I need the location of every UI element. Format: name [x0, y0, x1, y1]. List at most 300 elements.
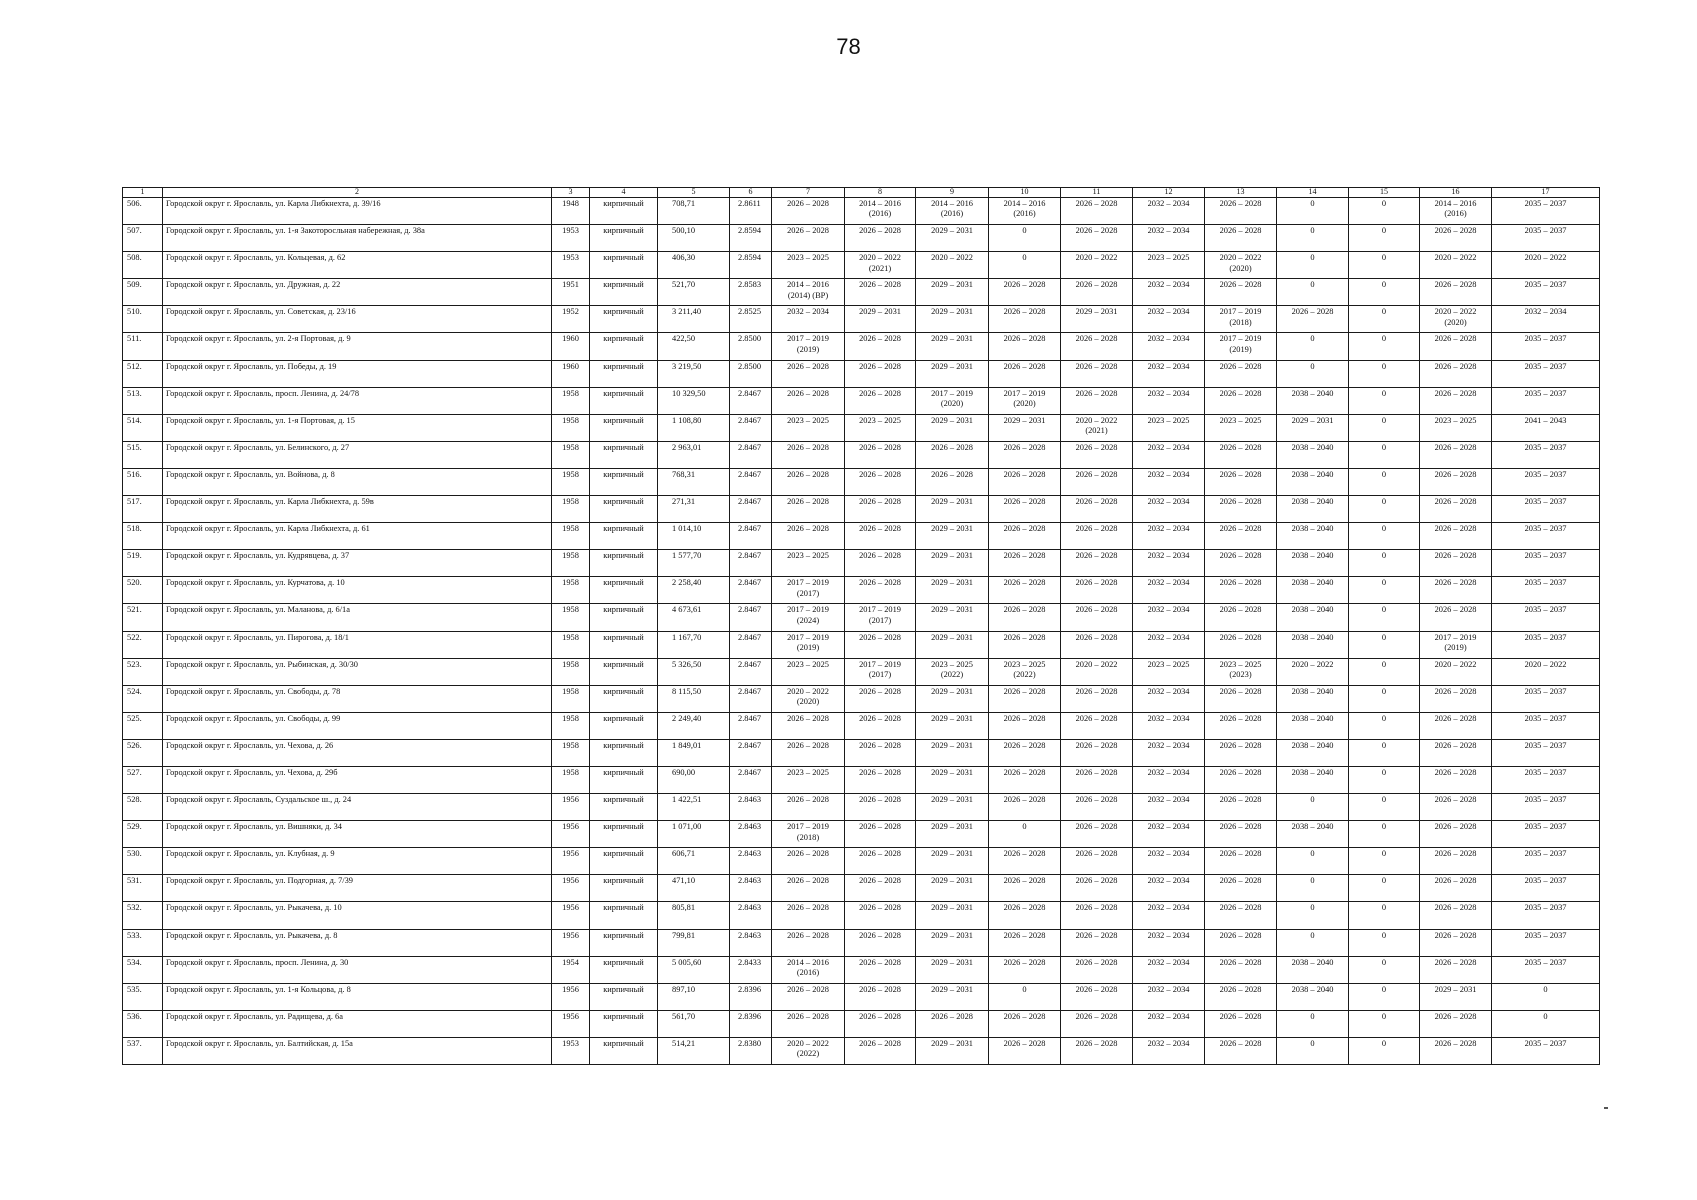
cell-row-number: 518. [123, 523, 163, 550]
cell-coefficient: 2.8463 [730, 902, 772, 929]
cell-period-col-12: 2032 – 2034 [1133, 902, 1205, 929]
table-row [123, 225, 1600, 252]
cell-period-col-12: 2032 – 2034 [1133, 685, 1205, 712]
cell-period-col-9: 2026 – 2028 [916, 468, 989, 495]
cell-period-col-7: 2023 – 2025 [772, 658, 845, 685]
cell-period-col-8: 2026 – 2028 [845, 225, 916, 252]
cell-planned-year: (2021) [1085, 426, 1108, 436]
cell-period-col-14: 2038 – 2040 [1277, 766, 1349, 793]
cell-wall-material: кирпичный [590, 414, 658, 441]
cell-row-number: 527. [123, 766, 163, 793]
cell-area: 3 219,50 [658, 360, 730, 387]
cell-period-col-9: 2029 – 2031 [916, 550, 989, 577]
cell-coefficient: 2.8467 [730, 550, 772, 577]
cell-period: 2014 – 2016 [931, 199, 973, 208]
cell-period-col-14: 0 [1277, 360, 1349, 387]
cell-period-col-11: 2026 – 2028 [1061, 766, 1133, 793]
cell-wall-material: кирпичный [590, 902, 658, 929]
cell-year-built: 1956 [552, 929, 590, 956]
table-row [123, 1010, 1600, 1037]
cell-year-built: 1960 [552, 333, 590, 360]
cell-year-built: 1956 [552, 794, 590, 821]
cell-period-col-8 [845, 604, 916, 631]
cell-period-col-14: 0 [1277, 252, 1349, 279]
cell-wall-material: кирпичный [590, 577, 658, 604]
cell-period-col-11: 2026 – 2028 [1061, 577, 1133, 604]
cell-wall-material: кирпичный [590, 333, 658, 360]
cell-period-col-11: 2026 – 2028 [1061, 875, 1133, 902]
cell-row-number: 511. [123, 333, 163, 360]
cell-area: 271,31 [658, 496, 730, 523]
cell-row-number: 515. [123, 441, 163, 468]
cell-coefficient: 2.8467 [730, 414, 772, 441]
cell-period-col-11: 2026 – 2028 [1061, 929, 1133, 956]
cell-address: Городской округ г. Ярославль, ул. Радищева, д. 6а [163, 1010, 552, 1037]
cell-period-col-14: 2038 – 2040 [1277, 550, 1349, 577]
cell-period-col-16: 2026 – 2028 [1420, 902, 1492, 929]
cell-period: 2017 – 2019 [787, 334, 829, 344]
cell-period-col-7: 2026 – 2028 [772, 523, 845, 550]
cell-period-col-14: 2038 – 2040 [1277, 956, 1349, 983]
cell-wall-material: кирпичный [590, 496, 658, 523]
cell-area: 690,00 [658, 766, 730, 793]
cell-period-col-17: 2035 – 2037 [1492, 794, 1600, 821]
table-row [123, 821, 1600, 848]
cell-period-col-8: 2026 – 2028 [845, 821, 916, 848]
cell-year-built: 1958 [552, 631, 590, 658]
cell-period-col-7: 2026 – 2028 [772, 794, 845, 821]
cell-wall-material: кирпичный [590, 685, 658, 712]
cell-year-built: 1956 [552, 1010, 590, 1037]
cell-wall-material: кирпичный [590, 198, 658, 225]
cell-coefficient: 2.8594 [730, 252, 772, 279]
cell-period-col-12: 2032 – 2034 [1133, 198, 1205, 225]
cell-planned-year: (2019) [796, 344, 820, 354]
cell-period: 2017 – 2019 [787, 605, 829, 615]
cell-wall-material: кирпичный [590, 550, 658, 577]
cell-period-col-9: 2029 – 2031 [916, 766, 989, 793]
cell-period-col-8: 2026 – 2028 [845, 902, 916, 929]
cell-period-col-7: 2026 – 2028 [772, 983, 845, 1010]
cell-coefficient: 2.8467 [730, 685, 772, 712]
column-number-16: 16 [1420, 188, 1492, 198]
cell-period-col-10: 2026 – 2028 [989, 1037, 1061, 1064]
cell-wall-material: кирпичный [590, 1037, 658, 1064]
cell-area: 5 326,50 [658, 658, 730, 685]
cell-period-col-11: 2026 – 2028 [1061, 739, 1133, 766]
cell-address: Городской округ г. Ярославль, ул. Войнова, д. 8 [163, 468, 552, 495]
cell-period-col-15: 0 [1349, 360, 1420, 387]
cell-period-col-10: 2026 – 2028 [989, 712, 1061, 739]
cell-period-col-17: 2035 – 2037 [1492, 848, 1600, 875]
cell-period-col-15: 0 [1349, 685, 1420, 712]
cell-period-col-14: 0 [1277, 1037, 1349, 1064]
cell-wall-material: кирпичный [590, 387, 658, 414]
cell-period-col-15: 0 [1349, 414, 1420, 441]
cell-row-number: 529. [123, 821, 163, 848]
cell-period-col-10: 2026 – 2028 [989, 875, 1061, 902]
cell-period-col-7 [772, 956, 845, 983]
cell-period-col-13: 2026 – 2028 [1205, 902, 1277, 929]
cell-period-col-12: 2032 – 2034 [1133, 1010, 1205, 1037]
cell-period-col-12: 2032 – 2034 [1133, 956, 1205, 983]
cell-period-col-17: 2035 – 2037 [1492, 468, 1600, 495]
cell-period-col-15: 0 [1349, 496, 1420, 523]
cell-period-col-12: 2032 – 2034 [1133, 875, 1205, 902]
cell-row-number: 517. [123, 496, 163, 523]
cell-period-col-8: 2026 – 2028 [845, 523, 916, 550]
cell-period-col-9: 2029 – 2031 [916, 821, 989, 848]
cell-period-col-15: 0 [1349, 198, 1420, 225]
cell-period-col-10: 2026 – 2028 [989, 956, 1061, 983]
cell-year-built: 1953 [552, 225, 590, 252]
cell-coefficient: 2.8467 [730, 631, 772, 658]
cell-row-number: 514. [123, 414, 163, 441]
cell-period-col-12: 2032 – 2034 [1133, 739, 1205, 766]
cell-period-col-15: 0 [1349, 712, 1420, 739]
cell-period-col-14: 2038 – 2040 [1277, 685, 1349, 712]
column-number-13: 13 [1205, 188, 1277, 198]
cell-period-col-15: 0 [1349, 468, 1420, 495]
cell-period-col-13: 2026 – 2028 [1205, 712, 1277, 739]
cell-area: 2 258,40 [658, 577, 730, 604]
cell-period: 2014 – 2016 [1003, 199, 1046, 208]
cell-period-col-10: 2026 – 2028 [989, 902, 1061, 929]
cell-period-col-8: 2026 – 2028 [845, 631, 916, 658]
cell-row-number: 532. [123, 902, 163, 929]
cell-wall-material: кирпичный [590, 875, 658, 902]
cell-period-col-16: 2026 – 2028 [1420, 685, 1492, 712]
cell-period-col-13: 2026 – 2028 [1205, 225, 1277, 252]
cell-period-col-13: 2026 – 2028 [1205, 875, 1277, 902]
cell-period-col-15: 0 [1349, 333, 1420, 360]
cell-planned-year: (2019) [796, 642, 820, 652]
cell-period-col-7: 2026 – 2028 [772, 739, 845, 766]
cell-area: 799,81 [658, 929, 730, 956]
cell-area: 1 108,80 [658, 414, 730, 441]
cell-period-col-17: 2035 – 2037 [1492, 387, 1600, 414]
cell-address: Городской округ г. Ярославль, ул. Чехова, д. 29б [163, 766, 552, 793]
cell-period-col-15: 0 [1349, 306, 1420, 333]
cell-period-col-7: 2026 – 2028 [772, 875, 845, 902]
cell-period-col-8: 2026 – 2028 [845, 577, 916, 604]
cell-wall-material: кирпичный [590, 739, 658, 766]
cell-year-built: 1960 [552, 360, 590, 387]
column-number-3: 3 [552, 188, 590, 198]
cell-period-col-17: 2035 – 2037 [1492, 577, 1600, 604]
cell-wall-material: кирпичный [590, 766, 658, 793]
cell-area: 521,70 [658, 279, 730, 306]
cell-coefficient: 2.8467 [730, 712, 772, 739]
cell-area: 471,10 [658, 875, 730, 902]
cell-period-col-14: 0 [1277, 848, 1349, 875]
table-row [123, 414, 1600, 441]
cell-period: 2020 – 2022 [1075, 415, 1118, 425]
cell-row-number: 519. [123, 550, 163, 577]
cell-year-built: 1958 [552, 441, 590, 468]
cell-address: Городской округ г. Ярославль, ул. Дружная, д. 22 [163, 279, 552, 306]
cell-period-col-13: 2026 – 2028 [1205, 279, 1277, 306]
cell-period-col-9: 2020 – 2022 [916, 252, 989, 279]
cell-period-col-9: 2029 – 2031 [916, 333, 989, 360]
cell-period-col-16: 2026 – 2028 [1420, 848, 1492, 875]
cell-period-col-11: 2026 – 2028 [1061, 794, 1133, 821]
table-row [123, 794, 1600, 821]
cell-period-col-10: 2026 – 2028 [989, 848, 1061, 875]
cell-period-col-11: 2026 – 2028 [1061, 1010, 1133, 1037]
cell-coefficient: 2.8467 [730, 441, 772, 468]
cell-period-col-12: 2032 – 2034 [1133, 333, 1205, 360]
table-row [123, 441, 1600, 468]
cell-period-col-7 [772, 279, 845, 306]
cell-period-col-10: 2026 – 2028 [989, 333, 1061, 360]
cell-period-col-11: 2020 – 2022 [1061, 658, 1133, 685]
table-row [123, 712, 1600, 739]
cell-period-col-10: 0 [989, 983, 1061, 1010]
table-row [123, 902, 1600, 929]
cell-period: 2014 – 2016 [787, 957, 829, 967]
cell-area: 4 673,61 [658, 604, 730, 631]
cell-period-col-10: 2026 – 2028 [989, 1010, 1061, 1037]
cell-address: Городской округ г. Ярославль, ул. Белинского, д. 27 [163, 441, 552, 468]
table-row [123, 360, 1600, 387]
cell-period-col-15: 0 [1349, 604, 1420, 631]
cell-coefficient: 2.8467 [730, 577, 772, 604]
cell-period-col-10 [989, 198, 1061, 225]
cell-period-col-11: 2026 – 2028 [1061, 441, 1133, 468]
cell-period-col-9: 2029 – 2031 [916, 875, 989, 902]
cell-planned-year: (2017) [796, 588, 820, 598]
cell-period: 2017 – 2019 [1434, 632, 1477, 642]
cell-period: 2017 – 2019 [787, 822, 829, 832]
cell-year-built: 1958 [552, 739, 590, 766]
cell-period-col-16: 2026 – 2028 [1420, 333, 1492, 360]
table-row [123, 739, 1600, 766]
cell-row-number: 525. [123, 712, 163, 739]
cell-period-col-16 [1420, 631, 1492, 658]
table-row [123, 198, 1600, 225]
cell-planned-year: (2020) [796, 697, 820, 707]
cell-planned-year: (2018) [1229, 317, 1252, 327]
cell-year-built: 1956 [552, 821, 590, 848]
cell-period-col-14: 0 [1277, 902, 1349, 929]
cell-period-col-16: 2020 – 2022 [1420, 658, 1492, 685]
cell-row-number: 520. [123, 577, 163, 604]
cell-period-col-17: 2035 – 2037 [1492, 875, 1600, 902]
cell-coefficient: 2.8433 [730, 956, 772, 983]
cell-period-col-12: 2032 – 2034 [1133, 468, 1205, 495]
cell-year-built: 1958 [552, 658, 590, 685]
cell-period-col-14: 2026 – 2028 [1277, 306, 1349, 333]
table-row [123, 496, 1600, 523]
cell-coefficient: 2.8525 [730, 306, 772, 333]
page-number: 78 [836, 34, 861, 59]
cell-area: 1 422,51 [658, 794, 730, 821]
cell-area: 1 071,00 [658, 821, 730, 848]
table-row [123, 523, 1600, 550]
cell-period-col-14: 2038 – 2040 [1277, 821, 1349, 848]
cell-period-col-12: 2032 – 2034 [1133, 604, 1205, 631]
cell-period-col-8: 2023 – 2025 [845, 414, 916, 441]
cell-period-col-10: 2026 – 2028 [989, 766, 1061, 793]
cell-address: Городской округ г. Ярославль, ул. 1-я Портовая, д. 15 [163, 414, 552, 441]
cell-period-col-17: 2020 – 2022 [1492, 658, 1600, 685]
cell-year-built: 1951 [552, 279, 590, 306]
cell-period-col-13: 2026 – 2028 [1205, 794, 1277, 821]
column-number-4: 4 [590, 188, 658, 198]
cell-period-col-7 [772, 577, 845, 604]
cell-period: 2017 – 2019 [787, 632, 829, 642]
cell-period-col-7: 2026 – 2028 [772, 902, 845, 929]
cell-period-col-12: 2032 – 2034 [1133, 631, 1205, 658]
cell-planned-year: (2020) [1013, 399, 1036, 409]
column-number-17: 17 [1492, 188, 1600, 198]
cell-period-col-15: 0 [1349, 523, 1420, 550]
cell-period-col-8: 2029 – 2031 [845, 306, 916, 333]
cell-period-col-11: 2026 – 2028 [1061, 496, 1133, 523]
cell-planned-year: (2016) [1444, 209, 1467, 219]
cell-period-col-8: 2026 – 2028 [845, 360, 916, 387]
table-row [123, 252, 1600, 279]
cell-area: 561,70 [658, 1010, 730, 1037]
cell-period-col-10 [989, 658, 1061, 685]
cell-address: Городской округ г. Ярославль, ул. Кольцевая, д. 62 [163, 252, 552, 279]
cell-period-col-17: 2035 – 2037 [1492, 360, 1600, 387]
cell-coefficient: 2.8463 [730, 794, 772, 821]
cell-period-col-15: 0 [1349, 929, 1420, 956]
cell-wall-material: кирпичный [590, 441, 658, 468]
cell-period-col-9 [916, 658, 989, 685]
cell-planned-year: (2016) [940, 209, 964, 219]
cell-period-col-11: 2026 – 2028 [1061, 902, 1133, 929]
cell-address: Городской округ г. Ярославль, ул. Маланова, д. 6/1а [163, 604, 552, 631]
cell-period-col-9: 2029 – 2031 [916, 929, 989, 956]
cell-period-col-13: 2026 – 2028 [1205, 577, 1277, 604]
cell-period-col-8: 2026 – 2028 [845, 1010, 916, 1037]
cell-coefficient: 2.8611 [730, 198, 772, 225]
cell-period-col-17: 2035 – 2037 [1492, 225, 1600, 252]
cell-period-col-13: 2026 – 2028 [1205, 523, 1277, 550]
cell-period-col-9: 2029 – 2031 [916, 604, 989, 631]
cell-area: 606,71 [658, 848, 730, 875]
cell-area: 5 005,60 [658, 956, 730, 983]
cell-period: 2014 – 2016 [859, 199, 901, 208]
cell-period-col-16: 2026 – 2028 [1420, 360, 1492, 387]
cell-period: 2017 – 2019 [1219, 334, 1262, 344]
cell-address: Городской округ г. Ярославль, ул. Балтийская, д. 15а [163, 1037, 552, 1064]
cell-wall-material: кирпичный [590, 225, 658, 252]
cell-period-col-13: 2026 – 2028 [1205, 766, 1277, 793]
cell-period-col-14: 2038 – 2040 [1277, 496, 1349, 523]
cell-row-number: 533. [123, 929, 163, 956]
cell-period-col-8 [845, 252, 916, 279]
cell-period-col-16: 2026 – 2028 [1420, 441, 1492, 468]
cell-wall-material: кирпичный [590, 848, 658, 875]
cell-row-number: 524. [123, 685, 163, 712]
cell-period-col-14: 2020 – 2022 [1277, 658, 1349, 685]
cell-year-built: 1958 [552, 523, 590, 550]
cell-period-col-9: 2029 – 2031 [916, 360, 989, 387]
cell-period-col-14: 0 [1277, 875, 1349, 902]
cell-period-col-15: 0 [1349, 279, 1420, 306]
cell-period-col-8: 2026 – 2028 [845, 983, 916, 1010]
cell-area: 8 115,50 [658, 685, 730, 712]
cell-period-col-16: 2026 – 2028 [1420, 550, 1492, 577]
cell-period-col-9: 2029 – 2031 [916, 685, 989, 712]
cell-period-col-15: 0 [1349, 658, 1420, 685]
column-number-6: 6 [730, 188, 772, 198]
cell-period-col-14: 0 [1277, 1010, 1349, 1037]
cell-period-col-16: 2023 – 2025 [1420, 414, 1492, 441]
cell-address: Городской округ г. Ярославль, Суздальское ш., д. 24 [163, 794, 552, 821]
cell-period-col-16: 2026 – 2028 [1420, 875, 1492, 902]
cell-period-col-10: 2026 – 2028 [989, 794, 1061, 821]
cell-period-col-7 [772, 1037, 845, 1064]
cell-period-col-17: 2035 – 2037 [1492, 821, 1600, 848]
cell-period-col-12: 2032 – 2034 [1133, 441, 1205, 468]
cell-period-col-15: 0 [1349, 956, 1420, 983]
cell-period-col-9: 2029 – 2031 [916, 848, 989, 875]
cell-area: 1 014,10 [658, 523, 730, 550]
table-row [123, 279, 1600, 306]
cell-period: 2020 – 2022 [859, 253, 901, 263]
cell-period-col-14: 2038 – 2040 [1277, 739, 1349, 766]
cell-coefficient: 2.8594 [730, 225, 772, 252]
cell-period-col-12: 2032 – 2034 [1133, 279, 1205, 306]
cell-period-col-7: 2026 – 2028 [772, 929, 845, 956]
cell-row-number: 506. [123, 198, 163, 225]
cell-address: Городской округ г. Ярославль, ул. Подгорная, д. 7/39 [163, 875, 552, 902]
cell-period-col-10: 2026 – 2028 [989, 360, 1061, 387]
cell-year-built: 1952 [552, 306, 590, 333]
cell-planned-year: (2016) [868, 209, 892, 219]
cell-coefficient: 2.8583 [730, 279, 772, 306]
cell-year-built: 1948 [552, 198, 590, 225]
cell-area: 2 963,01 [658, 441, 730, 468]
cell-period-col-17: 2020 – 2022 [1492, 252, 1600, 279]
cell-year-built: 1956 [552, 983, 590, 1010]
cell-period-col-7 [772, 685, 845, 712]
cell-area: 2 249,40 [658, 712, 730, 739]
cell-address: Городской округ г. Ярославль, ул. Вишняки, д. 34 [163, 821, 552, 848]
cell-wall-material: кирпичный [590, 983, 658, 1010]
table-row [123, 333, 1600, 360]
cell-row-number: 512. [123, 360, 163, 387]
cell-area: 514,21 [658, 1037, 730, 1064]
cell-period-col-17: 2035 – 2037 [1492, 550, 1600, 577]
cell-period-col-17: 2035 – 2037 [1492, 496, 1600, 523]
table-row [123, 658, 1600, 685]
cell-period-col-17: 2035 – 2037 [1492, 333, 1600, 360]
cell-address: Городской округ г. Ярославль, просп. Ленина, д. 24/78 [163, 387, 552, 414]
cell-area: 3 211,40 [658, 306, 730, 333]
cell-wall-material: кирпичный [590, 956, 658, 983]
column-number-row [123, 188, 1600, 198]
cell-period-col-7: 2026 – 2028 [772, 1010, 845, 1037]
cell-row-number: 507. [123, 225, 163, 252]
table-row [123, 956, 1600, 983]
cell-period-col-13 [1205, 658, 1277, 685]
cell-row-number: 510. [123, 306, 163, 333]
cell-row-number: 531. [123, 875, 163, 902]
cell-period-col-11: 2026 – 2028 [1061, 198, 1133, 225]
cell-period-col-7: 2026 – 2028 [772, 468, 845, 495]
cell-planned-year: (2024) [796, 615, 820, 625]
cell-period-col-15: 0 [1349, 441, 1420, 468]
cell-address: Городской округ г. Ярославль, ул. Кудрявцева, д. 37 [163, 550, 552, 577]
cell-wall-material: кирпичный [590, 252, 658, 279]
cell-period-col-16: 2026 – 2028 [1420, 496, 1492, 523]
